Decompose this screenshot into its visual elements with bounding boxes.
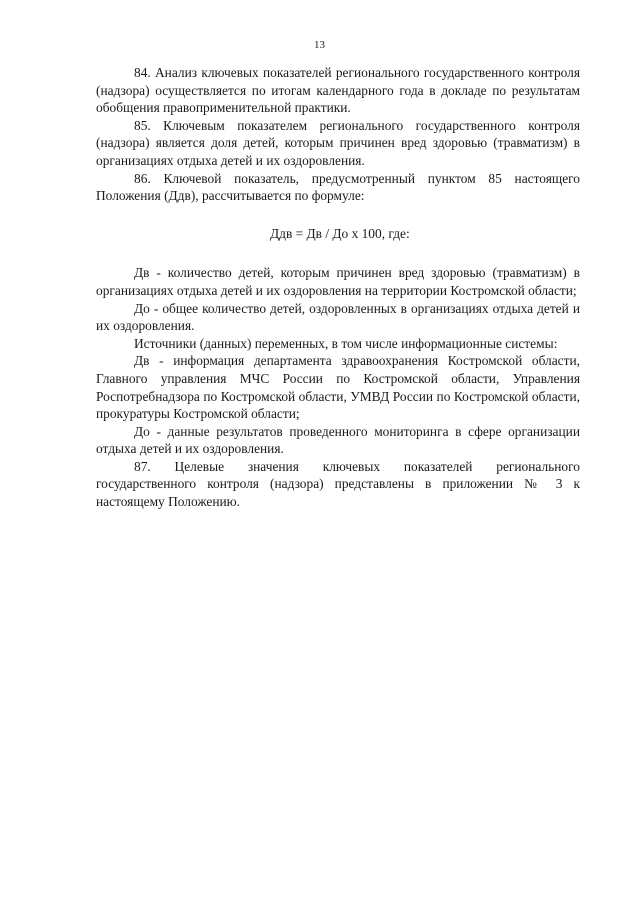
source-do: До - данные результатов проведенного мониторинга в сфере организации отдыха детей и их оздоровления. — [96, 423, 580, 457]
source-dv: Дв - информация департамента здравоохранения Костромской области, Главного управления МЧС России по Костромской области, Управления Роспотребнадзора по Костромской области, УМВД России по Костромской области, прокуратуры Костромской области; — [96, 353, 580, 422]
definition-do: До - общее количество детей, оздоровленных в организациях отдыха детей и их оздоровления. — [96, 300, 580, 334]
formula: Ддв = Дв / До х 100, где: — [270, 225, 410, 241]
definition-dv: Дв - количество детей, которым причинен вред здоровью (травматизм) в организациях отдыха детей и их оздоровления на территории Костромской области; — [96, 265, 580, 298]
sources-intro: Источники (данных) переменных, в том числе информационные системы: — [134, 335, 558, 351]
paragraph-85: 85. Ключевым показателем регионального государственного контроля (надзора) является доля детей, которым причинен вред здоровью (травматизм) в организациях отдыха детей и их оздоровления. — [96, 117, 580, 168]
paragraph-87: 87. Целевые значения ключевых показателей регионального государственного контроля (надзора) представлены в приложении № 3 к настоящему Положению. — [96, 458, 580, 510]
paragraph-86: 86. Ключевой показатель, предусмотренный пунктом 85 настоящего Положения (Ддв), рассчитывается по формуле: — [96, 170, 580, 204]
page-number: 13 — [314, 39, 325, 51]
paragraph-84: 84. Анализ ключевых показателей регионального государственного контроля (надзора) осуществляется по итогам календарного года в докладе по результатам обобщения правоприменительной практики. — [96, 65, 580, 116]
document-body — [96, 64, 580, 511]
